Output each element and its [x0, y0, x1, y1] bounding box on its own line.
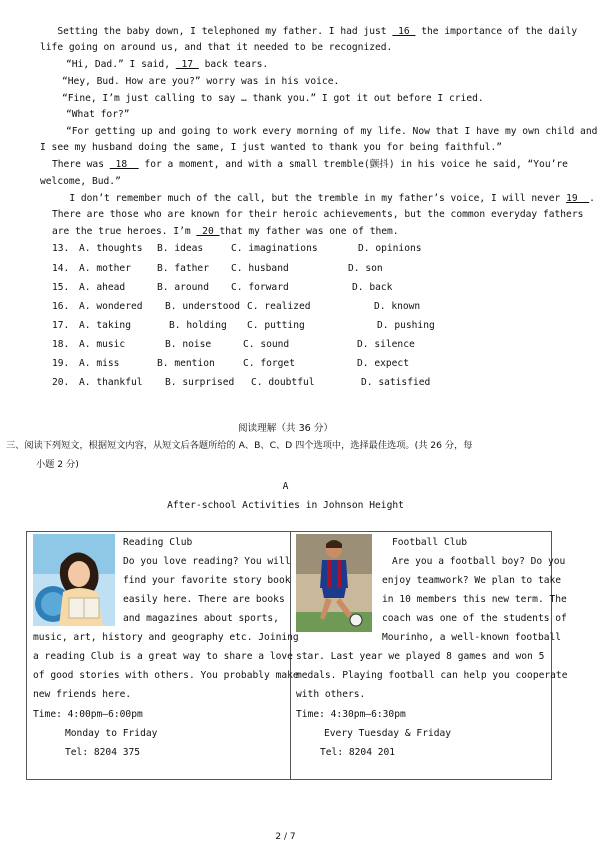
option-c[interactable]: C. realized — [247, 301, 311, 312]
reading-club-text: a reading Club is a great way to share a love — [33, 651, 293, 662]
story-line-9: There was 18 for a moment, and with a small tremble(颤抖) in his voice he said, “You’re — [52, 159, 568, 170]
reading-club-text: of good stories with others. You probably make — [33, 670, 299, 681]
reading-club-days: Monday to Friday — [65, 728, 158, 739]
reading-club-tel: Tel: 8204 375 — [65, 747, 141, 758]
option-b[interactable]: B. around — [157, 282, 209, 293]
option-d[interactable]: D. back — [352, 282, 393, 293]
option-c[interactable]: C. forward — [231, 282, 289, 293]
football-club-time: Time: 4:30pm—6:30pm — [296, 709, 406, 720]
football-club-text: medals. Playing football can help you cooperate — [296, 670, 568, 681]
option-d[interactable]: D. satisfied — [361, 377, 431, 388]
story-line-1: Setting the baby down, I telephoned my father. I had just 16 the importance of the daily — [40, 26, 578, 37]
reading-club-text: easily here. There are books — [123, 594, 285, 605]
section-instruction: 三、阅读下列短文，根据短文内容，从短文后各题所给的 A、B、C、D 四个选项中，选择最佳选项。(共 26 分，每 — [6, 440, 473, 451]
section-heading: 阅读理解（共 36 分） — [237, 423, 334, 434]
reading-club-text: music, art, history and geography etc. Joining — [33, 632, 299, 643]
option-a[interactable]: A. wondered — [79, 301, 143, 312]
blank-18: 18 — [109, 159, 139, 170]
option-b[interactable]: B. ideas — [157, 243, 204, 254]
option-c[interactable]: C. imaginations — [231, 243, 318, 254]
football-club-tel: Tel: 8204 201 — [320, 747, 396, 758]
option-c[interactable]: C. husband — [231, 263, 289, 274]
reading-club-time: Time: 4:00pm—6:00pm — [33, 709, 143, 720]
football-club-text: Mourinho, a well-known football — [382, 632, 562, 643]
story-line-3: “Hi, Dad.” I said, 17 back tears. — [66, 59, 269, 70]
option-c[interactable]: C. putting — [247, 320, 305, 331]
story-line-13: are the true heroes. I’m 20 that my father was one of them. — [52, 226, 399, 237]
story-line-6: “What for?” — [66, 109, 130, 120]
option-a[interactable]: A. mother — [79, 263, 131, 274]
story-line-10: welcome, Bud.” — [40, 176, 121, 187]
option-c[interactable]: C. sound — [243, 339, 290, 350]
football-club-days: Every Tuesday & Friday — [324, 728, 452, 739]
football-club-text: in 10 members this new term. The — [382, 594, 567, 605]
story-line-4: “Hey, Bud. How are you?” worry was in his voice. — [62, 76, 340, 87]
reading-girl-image — [33, 534, 115, 626]
football-club-text: Are you a football boy? Do you — [392, 556, 566, 567]
football-club-text: enjoy teamwork? We plan to take — [382, 575, 562, 586]
section-instruction-cont: 小题 2 分) — [36, 459, 79, 470]
football-club-text: star. Last year we played 8 games and won 5 — [296, 651, 545, 662]
option-c[interactable]: C. forget — [243, 358, 295, 369]
reading-club-title: Reading Club — [123, 537, 193, 548]
activities-table — [26, 531, 568, 780]
option-b[interactable]: B. mention — [157, 358, 215, 369]
football-club-title: Football Club — [392, 537, 468, 548]
football-club-text: with others. — [296, 689, 366, 700]
reading-club-text: find your favorite story book — [123, 575, 291, 586]
story-line-7: “For getting up and going to work every morning of my life. Now that I have my own child and — [66, 126, 597, 137]
story-line-2: life going on around us, and that it needed to be recognized. — [40, 42, 393, 53]
story-line-12: There are those who are known for their heroic achievements, but the common everyday fathers — [52, 209, 584, 220]
football-club-text: coach was one of the students of — [382, 613, 567, 624]
option-d[interactable]: D. silence — [357, 339, 415, 350]
story-line-11: I don’t remember much of the call, but the tremble in my father’s voice, I will never 19 . — [52, 193, 595, 204]
option-a[interactable]: A. ahead — [79, 282, 126, 293]
option-b[interactable]: B. noise — [165, 339, 212, 350]
football-player-image — [296, 534, 372, 632]
option-a[interactable]: A. taking — [79, 320, 131, 331]
option-d[interactable]: D. son — [348, 263, 383, 274]
option-a[interactable]: A. music — [79, 339, 126, 350]
option-b[interactable]: B. surprised — [165, 377, 235, 388]
option-a[interactable]: A. thankful — [79, 377, 143, 388]
option-b[interactable]: B. holding — [169, 320, 227, 331]
option-d[interactable]: D. opinions — [358, 243, 422, 254]
option-b[interactable]: B. understood — [165, 301, 241, 312]
passage-letter: A — [282, 481, 289, 492]
reading-club-text: Do you love reading? You will — [123, 556, 291, 567]
blank-16: 16 — [392, 26, 416, 37]
option-a[interactable]: A. miss — [79, 358, 120, 369]
passage-title: After-school Activities in Johnson Height — [167, 500, 404, 511]
option-d[interactable]: D. expect — [357, 358, 409, 369]
story-line-8: I see my husband doing the same, I just wanted to thank you for being faithful.” — [40, 142, 503, 153]
option-d[interactable]: D. pushing — [377, 320, 435, 331]
reading-club-text: and magazines about sports, — [123, 613, 279, 624]
page-number: 2 / 7 — [275, 832, 296, 842]
blank-19: 19 — [566, 193, 590, 204]
story-line-5: “Fine, I’m just calling to say … thank you.” I got it out before I cried. — [62, 93, 484, 104]
option-b[interactable]: B. father — [157, 263, 209, 274]
option-a[interactable]: A. thoughts — [79, 243, 143, 254]
option-d[interactable]: D. known — [374, 301, 421, 312]
reading-club-text: new friends here. — [33, 689, 132, 700]
blank-20: 20 — [196, 226, 220, 237]
blank-17: 17 — [175, 59, 199, 70]
option-c[interactable]: C. doubtful — [251, 377, 315, 388]
